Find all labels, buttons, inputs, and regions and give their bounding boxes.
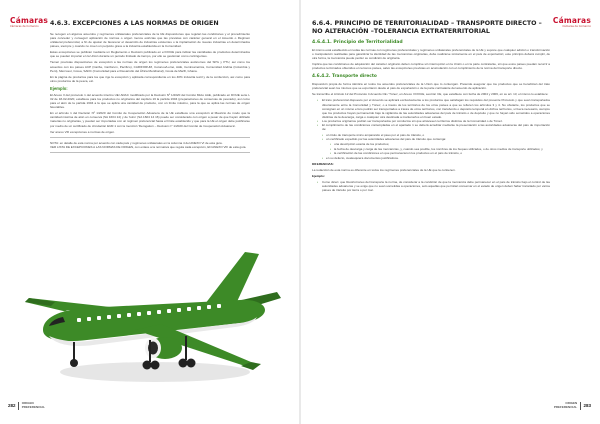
camaras-logo — [553, 16, 591, 28]
footer-divider — [580, 402, 581, 410]
note-box — [50, 137, 250, 153]
footer-line: PREFERENCIAL — [553, 405, 578, 409]
left-content — [50, 20, 250, 153]
page-number: 283 — [583, 402, 591, 408]
subsection-title: 4.6.4.1. Principio de Territorialidad — [312, 39, 403, 45]
differences-text: La redacción de esta norma es diferente en todos los regímenes preferenciales de la UE que la contienen. — [312, 167, 456, 172]
note-line: NOTA: en detalle de esta norma por acuerdo con cada país y regímenes unilaterales en la columna 4 del ANEXO VI de esta guía. — [50, 140, 223, 145]
footer-line: ORIGEN — [565, 401, 578, 406]
footer-section — [22, 402, 45, 409]
logo-tagline: Cámaras de Comercio — [10, 25, 39, 28]
note-line: VER LISTA DE EXCEPCIONES A LAS NORMAS DE ORIGEN, con enlace a la normativa que regula cada excepción, EN ANEXO VIII de esta guía. — [50, 144, 247, 149]
left-section-title: 4.6.3. EXCEPCIONES A LAS NORMAS DE ORIGEN — [50, 20, 219, 27]
sublist-item: • un título de transporte único amparando el paso por el país de tránsito, o — [322, 133, 550, 137]
left-paragraph: En la página de productos para los que rige la excepción y aplicada correspondiente en los 40% industria textil y de la confección, así como para otros productos de la pesca, etc. — [50, 74, 250, 83]
right-content — [312, 20, 550, 194]
camaras-logo — [10, 16, 48, 28]
logo-tagline: Cámaras de Comercio — [562, 25, 591, 28]
sublist-item: • en su defecto, cualesquiera documentos justificativos. — [322, 156, 550, 160]
footer-line: ORIGEN — [21, 401, 34, 406]
article-list — [318, 98, 550, 131]
right-section-title: 6.6.4. PRINCIPIO DE TERRITORIALIDAD – TRANSPORTE DIRECTO – NO ALTERACIÓN –TOLERANCIA EXTRATERRITORIAL — [312, 20, 542, 35]
article-sublist — [322, 156, 550, 160]
example-label: Ejemplo: — [312, 173, 325, 178]
list-item: • Los productos originarios podrán ser transportados por conductos sin que atraviesen territorios distintos de la Comunidad o de Túnez. — [318, 119, 550, 123]
right-page — [300, 0, 600, 424]
airplane-illustration — [15, 244, 290, 389]
footer-section — [554, 402, 577, 409]
subsection-title: 4.6.4.2. Transporte directo — [312, 74, 377, 80]
left-paragraph: Se recogen en algunos acuerdos y regímenes unilaterales preferenciales de la UE disposiciones que regulan las condiciones y el procedimiento para conceder y conseguir aplicación de normas o origen menos estrictas que las previstas con carácter general en el Acuerdo o Régimen unilateral preferencial, a fin de ajustar de favorecer el desarrollo de industrias existentes o la implantación de nuevas industrias en determinados países, siempre y cuando no creen un perjuicio grave a la industria establecida en la Comunidad. — [50, 31, 250, 49]
left-paragraph: Estas excepciones se publican mediante un Reglamento o Decisión publicado en el DOUE para indicar las cantidades de productos determinados que se pueden importar en la Unión durante un periodo limitado de tiempo, por ello se gestionan como contingentes. — [50, 50, 250, 59]
subsublist-item: • la fecha de descarga y carga de las mercancías, y, cuando sea posible, los nombres de los buques utilizados, o de otros medios de transporte utilizados; y — [330, 147, 550, 151]
page-number: 282 — [8, 402, 16, 408]
right-footer — [554, 402, 591, 410]
example-list — [318, 180, 550, 192]
list-item: • El cumplimiento de las condiciones contempladas en el apartado 1 se deberá acreditar mediante la presentación a las autoridades aduaneras del país de importación de: — [318, 123, 550, 131]
logo-text: Cámaras — [552, 16, 591, 25]
left-paragraph: Tienen previstas disposiciones de excepción a las normas de origen los regímenes preferenciales autónomos del SPG y PTU, así como los acuerdos con los países ACP (Caribe, Cariforum, Pacífico), CARIFORUM, Cotonou/Lomé, AAE, Centroamérica, Comunidad Andina (Colombia y Perú), Mercosur, Corea, SADC (Comunidad para el Desarrollo del África Meridional), Costa de Marfil, Ghana. — [50, 60, 250, 73]
differences-label: DIFERENCIAS: — [312, 161, 334, 166]
right-paragraph: El mismo está establecido en todas las normas con regímenes preferenciales y regímenes unilaterales preferenciales de la UE y supone que cualquier adición o transformación o manipulación realizadas para garantizar la identidad de las mercancías originarias, debe realizarse únicamente en el país de exportación; este principio deberá cumplir, de otra forma, la mercancía puede perder su condición de originaria. — [312, 47, 550, 60]
subsublist-item: • una descripción exacta de los productos; — [330, 142, 550, 146]
logo-text: Cámaras — [10, 16, 49, 25]
right-paragraph: Disposición propia de forma idéntica en todos los acuerdos preferenciales de la Unión que lo contengan. Pretende asegurar que los productos que se benefician del trato preferencial sean los mismos que se exportaron desde el país de exportación o de la parte contratante del acuerdo de aplicación. — [312, 82, 550, 91]
right-paragraph: Implica que las condiciones de adquisición del carácter originario deben cumplirse sin interrupción en la Unión o en la parte contratante, sin que estos países puedan recurrir a productos terminados obtenidos en terceros países, salvo las excepciones previstas en acumulación con el cumplimiento de la norma del transporte directo. — [312, 62, 550, 71]
footer-line: PREFERENCIAL — [21, 405, 46, 409]
article-subsublist — [330, 142, 550, 154]
footer-divider — [18, 402, 19, 410]
example-paragraph: En el artículo 1 del Decisión Nº 1/2020 del Comité de Cooperación Aduanera de la UE establece una excepción al Mauricio de modo que la cantidad máxima de atún en conserva (SA 1604 14) y de 'loins' (SA 1604 14 16) puede ser considerado con origen a pesar de que hayan utilizado materias no originarias, y pueden ser importadas con un régimen preferencial hasta el límite establecido y que para la UE el origen debe justificarse por medio de un certificado de circulación EUR.1 con la mención 'Derogation – Decision n° 1/2020 del Comité de Cooperación Aduanera'. — [50, 111, 250, 128]
list-item: • El trato preferencial dispuesto por el Acuerdo se aplicará exclusivamente a los productos que satisfagan los requisitos del presente Protocolo y que sean transportados directamente entre la Comunidad y Túnez, o a través de los territorios de los otros países a que se refieren los artículos 3 y 4. No obstante, los productos que se consignan en un mismo envío podrán ser transportados a través de otros territorios, con transbordo o depósito temporal en dichos territorios, si fuera necesario, siempre que los productos hayan permanecido bajo la vigilancia de las autoridades aduaneras del país de tránsito o de depósito y que no hayan sido sometidos a operaciones distintas de la descarga, carga o cualquier otra destinada a mantenerlos en buen estado. — [318, 98, 550, 118]
example-paragraph: El Anexo II del protocolo 1 del acuerdo interino UE/ ADAC modificado por la Decisión Nº 1/2020 del Comité Mixto AAE, publicado en DOUE serie L 32 de 18-02-2020, establece para los productos no originarios del capítulo 16 la partida 1604 (preparaciones de conservas de pescado), así como para el atún de la partida 1604 a la que se aplica una cantidad de producto, con un límite máximo, para la que se aplica las normas de origen favorables. — [50, 92, 250, 110]
example-label: Ejemplo: — [50, 85, 68, 91]
right-paragraph: Se transcribe el Artículo 12 del Protocolo 4 Acuerdo CE / Túnez, en Anexo II DOUE, sección CE, que establece con fecha de 2004 y 2006, en su art. 13, el mismo lo establece: — [312, 92, 549, 97]
example-item: • Como dicen: que Restricciones del transporte la norma, de considerar a la condición de que la mercancía debe permanecer en el país de tránsito bajo el control de las autoridades aduaneras y se exige que no sean sometidas a operaciones, solo aquellas que permitan conservar en el estado de origen deben haber transitado por varios países de tránsito por tierra o por mar. — [318, 180, 550, 192]
article-sublist — [322, 133, 550, 141]
subsublist-item: • la certificación de las condiciones en que permanecieron los productos en el país de tránsito, o — [330, 151, 550, 155]
left-footer — [8, 402, 45, 410]
example-paragraph: Ver anexo VIII excepciones a normas de origen. — [50, 129, 115, 134]
sublist-item: • un certificado expedido por las autoridades aduaneras del país de tránsito que contenga: — [322, 137, 550, 141]
